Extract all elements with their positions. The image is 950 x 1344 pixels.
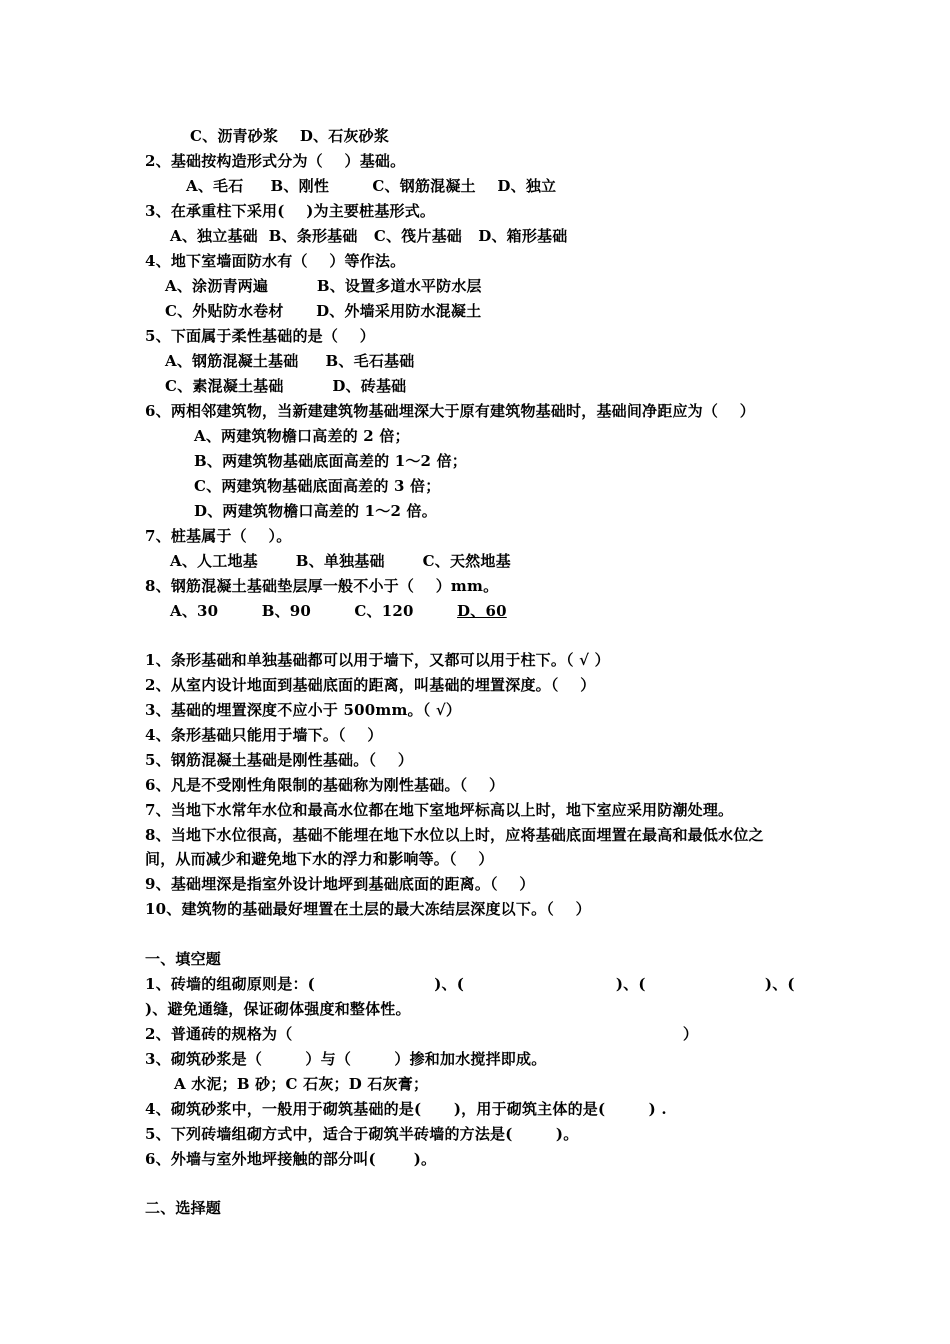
question-line: 5、下面属于柔性基础的是（ ） [145, 327, 375, 345]
question-line: 4、地下室墙面防水有（ ）等作法。 [145, 252, 406, 270]
fill-blank-line: )、避免通缝，保证砌体强度和整体性。 [145, 1000, 411, 1018]
judgement-line: 9、基础埋深是指室外设计地坪到基础底面的距离。（ ） [145, 875, 535, 893]
judgement-line: 5、钢筋混凝土基础是刚性基础。（ ） [145, 751, 414, 769]
judgement-line: 10、建筑物的基础最好埋置在土层的最大冻结层深度以下。（ ） [145, 900, 591, 918]
underlined-answer: D、60 [457, 602, 507, 620]
option-line: A、两建筑物檐口高差的 2 倍； [194, 427, 410, 445]
option-line: A、钢筋混凝土基础 B、毛石基础 [165, 352, 415, 370]
section-heading: 二、选择题 [145, 1199, 222, 1217]
question-line: 8、钢筋混凝土基础垫层厚一般不小于（ ）mm。 [145, 577, 499, 595]
option-line [170, 601, 507, 621]
judgement-line: 7、当地下水常年水位和最高水位都在地下室地坪标高以上时，地下室应采用防潮处理。 [145, 801, 734, 819]
judgement-line: 3、基础的埋置深度不应小于 500mm。（ √） [145, 701, 462, 719]
option-line: A、毛石 B、刚性 C、钢筋混凝土 D、独立 [186, 177, 557, 195]
option-line: C、外贴防水卷材 D、外墙采用防水混凝土 [165, 302, 482, 320]
option-line: C、素混凝土基础 D、砖基础 [165, 377, 407, 395]
judgement-line: 2、从室内设计地面到基础底面的距离，叫基础的埋置深度。（ ） [145, 676, 596, 694]
question-line: 6、两相邻建筑物，当新建建筑物基础埋深大于原有建筑物基础时，基础间净距应为（ ） [145, 402, 755, 420]
question-line: 7、桩基属于（ ）。 [145, 527, 292, 545]
fill-blank-line: 4、砌筑砂浆中，一般用于砌筑基础的是( )，用于砌筑主体的是( ) . [145, 1100, 667, 1118]
option-line: A、人工地基 B、单独基础 C、天然地基 [170, 552, 511, 570]
judgement-line: 8、当地下水位很高，基础不能埋在地下水位以上时，应将基础底面埋置在最高和最低水位之 [145, 826, 764, 844]
judgement-line: 6、凡是不受刚性角限制的基础称为刚性基础。（ ） [145, 776, 505, 794]
option-line: B、两建筑物基础底面高差的 1～2 倍； [194, 452, 467, 470]
option-line: C、两建筑物基础底面高差的 3 倍； [194, 477, 441, 495]
judgement-line: 4、条形基础只能用于墙下。（ ） [145, 726, 383, 744]
option-line: A、涂沥青两遍 B、设置多道水平防水层 [165, 277, 482, 295]
fill-blank-line: 6、外墙与室外地坪接触的部分叫( )。 [145, 1150, 437, 1168]
option-line: A 水泥；B 砂；C 石灰；D 石灰膏； [174, 1075, 429, 1093]
fill-blank-line: 2、普通砖的规格为（ ） [145, 1025, 699, 1043]
option-line: A、独立基础 B、条形基础 C、筏片基础 D、箱形基础 [170, 227, 568, 245]
judgement-line: 1、条形基础和单独基础都可以用于墙下，又都可以用于柱下。（ √ ） [145, 651, 610, 669]
option-line: C、沥青砂浆 D、石灰砂浆 [190, 127, 390, 145]
section-heading: 一、填空题 [145, 950, 222, 968]
option-line: D、两建筑物檐口高差的 1～2 倍。 [194, 502, 437, 520]
judgement-line: 间，从而减少和避免地下水的浮力和影响等。（ ） [145, 850, 494, 868]
fill-blank-line: 5、下列砖墙组砌方式中，适合于砌筑半砖墙的方法是( )。 [145, 1125, 579, 1143]
fill-blank-line: 3、砌筑砂浆是（ ）与（ ）掺和加水搅拌即成。 [145, 1050, 547, 1068]
option-text: A、30 B、90 C、120 [170, 602, 458, 620]
question-line: 3、在承重柱下采用( )为主要桩基形式。 [145, 202, 436, 220]
fill-blank-line: 1、砖墙的组砌原则是：( )、( )、( )、( [145, 975, 795, 993]
question-line: 2、基础按构造形式分为（ ）基础。 [145, 152, 406, 170]
